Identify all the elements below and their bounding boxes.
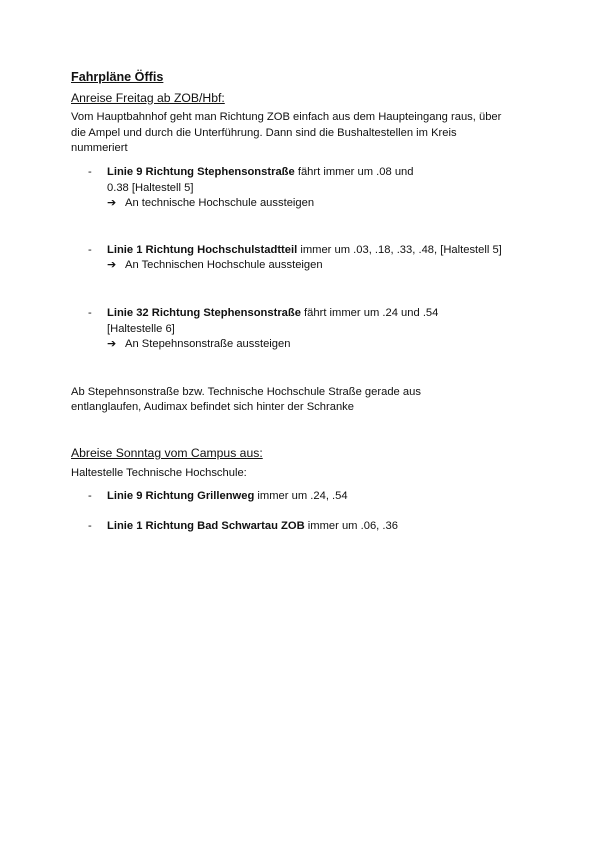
bullet-dash: -	[88, 165, 92, 178]
list-item	[71, 519, 531, 535]
exit-instruction: An Technischen Hochschule aussteigen	[125, 259, 323, 272]
line-name: Linie 1 Richtung Bad Schwartau ZOB	[107, 519, 305, 532]
departure-heading: Abreise Sonntag vom Campus aus:	[71, 445, 263, 460]
arrival-heading: Anreise Freitag ab ZOB/Hbf:	[71, 90, 225, 105]
bullet-dash: -	[88, 243, 92, 256]
line-times: immer um .06, .36	[304, 519, 398, 532]
line-name: Linie 32 Richtung Stephensonstraße	[107, 306, 301, 319]
line-times: immer um .24, .54	[254, 490, 348, 503]
arrival-list	[71, 165, 531, 353]
list-item	[71, 489, 531, 505]
bullet-dash: -	[88, 306, 92, 319]
departure-list	[71, 489, 531, 534]
arrow-right-icon: ➔	[107, 338, 117, 351]
arrow-right-icon: ➔	[107, 259, 117, 272]
arrow-line	[107, 196, 437, 212]
exit-instruction: An Stepehnsonstraße aussteigen	[125, 338, 291, 351]
list-item	[71, 165, 437, 212]
bullet-dash: -	[88, 519, 92, 532]
line-name: Linie 1 Richtung Hochschulstadtteil	[107, 243, 298, 256]
bullet-dash: -	[88, 490, 92, 503]
document-page	[71, 70, 531, 534]
arrow-line	[107, 258, 557, 274]
line-name: Linie 9 Richtung Grillenweg	[107, 490, 255, 503]
exit-instruction: An technische Hochschule aussteigen	[125, 197, 315, 210]
line-times: fährt immer um .24 und .54 [Haltestelle 6]	[107, 306, 439, 335]
list-item	[71, 306, 462, 353]
list-item	[71, 243, 557, 274]
arrow-right-icon: ➔	[107, 197, 117, 210]
line-times: immer um .03, .18, .33, .48, [Haltestell 5]	[297, 243, 502, 256]
document-title: Fahrpläne Öffis	[71, 70, 164, 84]
arrival-intro: Vom Hauptbahnhof geht man Richtung ZOB einfach aus dem Haupteingang raus, über die Ampel und durch die Unterführung. Dann sind die Bushaltestellen im Kreis nummeriert	[71, 111, 502, 155]
departure-intro: Haltestelle Technische Hochschule:	[71, 466, 247, 479]
line-name: Linie 9 Richtung Stephensonstraße	[107, 165, 295, 178]
arrow-line	[107, 337, 462, 353]
line-times: fährt immer um .08 und 0.38 [Haltestell 5]	[107, 165, 414, 194]
arrival-outro: Ab Stepehnsonstraße bzw. Technische Hochschule Straße gerade aus entlanglaufen, Audimax befindet sich hinter der Schranke	[71, 385, 421, 414]
